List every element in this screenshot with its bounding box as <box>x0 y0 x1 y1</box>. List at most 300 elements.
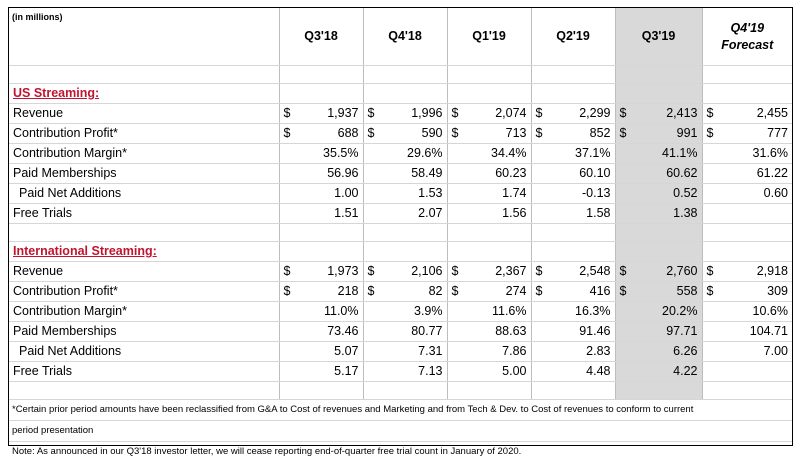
row-label: Paid Net Additions <box>9 184 279 204</box>
value-cell-content <box>280 362 363 381</box>
value-cell <box>279 204 363 224</box>
empty-cell <box>279 242 363 262</box>
col-header-q2-19: Q2'19 <box>531 8 615 66</box>
cell-value: 4.48 <box>536 362 611 381</box>
value-cell-content <box>448 104 531 123</box>
currency-symbol: $ <box>620 262 627 281</box>
value-cell-content <box>616 204 702 223</box>
cell-value: 7.13 <box>368 362 443 381</box>
currency-symbol: $ <box>368 124 375 143</box>
cell-value: 4.22 <box>620 362 698 381</box>
cell-value: 11.0% <box>284 302 359 321</box>
value-cell-content <box>448 322 531 341</box>
header-row <box>9 8 792 66</box>
cell-value: 34.4% <box>452 144 527 163</box>
value-cell-content <box>703 262 793 281</box>
value-cell <box>279 342 363 362</box>
value-cell <box>615 342 702 362</box>
empty-cell <box>531 84 615 104</box>
cell-value: 1.53 <box>368 184 443 203</box>
cell-value: 10.6% <box>707 302 789 321</box>
value-cell <box>363 342 447 362</box>
cell-value: 991 <box>626 124 697 143</box>
row-label: Revenue <box>9 104 279 124</box>
col-header-q4-18: Q4'18 <box>363 8 447 66</box>
value-cell-content <box>448 144 531 163</box>
value-cell <box>447 144 531 164</box>
value-cell <box>615 322 702 342</box>
cell-value: 1.56 <box>452 204 527 223</box>
value-cell <box>279 282 363 302</box>
cell-value: 2,074 <box>458 104 526 123</box>
empty-cell <box>279 224 363 242</box>
cell-value: 6.26 <box>620 342 698 361</box>
value-cell-content <box>532 342 615 361</box>
value-cell-content <box>364 164 447 183</box>
empty-cell <box>363 224 447 242</box>
cell-value: 5.00 <box>452 362 527 381</box>
section-header-row <box>9 84 792 104</box>
cell-value: 58.49 <box>368 164 443 183</box>
spacer-row <box>9 66 792 84</box>
cell-value: 60.10 <box>536 164 611 183</box>
value-cell-content <box>616 262 702 281</box>
value-cell <box>531 282 615 302</box>
value-cell-content <box>364 362 447 381</box>
streaming-metrics-table <box>9 8 792 462</box>
value-cell <box>447 282 531 302</box>
empty-cell <box>9 382 279 400</box>
value-cell-content <box>532 184 615 203</box>
value-cell-content <box>703 124 793 143</box>
value-cell <box>702 322 792 342</box>
cell-value: 82 <box>374 282 442 301</box>
value-cell <box>702 164 792 184</box>
value-cell-content <box>703 342 793 361</box>
value-cell <box>531 262 615 282</box>
table-row <box>9 262 792 282</box>
footnote-row <box>9 421 792 442</box>
currency-symbol: $ <box>707 282 714 301</box>
value-cell <box>702 204 792 224</box>
empty-cell <box>615 224 702 242</box>
value-cell-content <box>616 104 702 123</box>
value-cell-content <box>364 184 447 203</box>
value-cell-content <box>703 104 793 123</box>
cell-value: 31.6% <box>707 144 789 163</box>
empty-cell <box>702 84 792 104</box>
empty-cell <box>531 382 615 400</box>
empty-cell <box>447 382 531 400</box>
currency-symbol: $ <box>620 282 627 301</box>
empty-cell <box>531 224 615 242</box>
value-cell-content <box>448 262 531 281</box>
value-cell <box>615 302 702 322</box>
cell-value: 2,299 <box>542 104 610 123</box>
value-cell <box>363 204 447 224</box>
value-cell-content <box>448 302 531 321</box>
empty-cell <box>615 242 702 262</box>
value-cell <box>702 144 792 164</box>
value-cell <box>615 204 702 224</box>
cell-value: 852 <box>542 124 610 143</box>
value-cell <box>363 104 447 124</box>
cell-value: 1.74 <box>452 184 527 203</box>
cell-value: 97.71 <box>620 322 698 341</box>
value-cell-content <box>280 262 363 281</box>
cell-value: 688 <box>290 124 358 143</box>
currency-symbol: $ <box>536 104 543 123</box>
cell-value: 274 <box>458 282 526 301</box>
table-row <box>9 282 792 302</box>
cell-value: 309 <box>713 282 788 301</box>
currency-symbol: $ <box>620 124 627 143</box>
value-cell-content <box>703 302 793 321</box>
empty-cell <box>615 84 702 104</box>
cell-value: 713 <box>458 124 526 143</box>
value-cell <box>363 322 447 342</box>
cell-value: 5.07 <box>284 342 359 361</box>
value-cell-content <box>616 144 702 163</box>
empty-cell <box>447 66 531 84</box>
value-cell <box>279 124 363 144</box>
value-cell <box>447 322 531 342</box>
row-label: Contribution Profit* <box>9 124 279 144</box>
value-cell <box>279 302 363 322</box>
cell-value: 35.5% <box>284 144 359 163</box>
value-cell <box>447 204 531 224</box>
value-cell-content <box>280 104 363 123</box>
cell-value: 20.2% <box>620 302 698 321</box>
value-cell <box>531 362 615 382</box>
cell-value: 29.6% <box>368 144 443 163</box>
value-cell <box>615 164 702 184</box>
value-cell-content <box>448 184 531 203</box>
cell-value: 1,996 <box>374 104 442 123</box>
empty-cell <box>702 242 792 262</box>
cell-value: 104.71 <box>707 322 789 341</box>
value-cell <box>531 164 615 184</box>
value-cell-content <box>280 144 363 163</box>
value-cell <box>615 144 702 164</box>
currency-symbol: $ <box>707 104 714 123</box>
value-cell-content <box>364 104 447 123</box>
currency-symbol: $ <box>536 282 543 301</box>
value-cell-content <box>280 302 363 321</box>
cell-value: 416 <box>542 282 610 301</box>
value-cell <box>279 164 363 184</box>
table-row <box>9 302 792 322</box>
currency-symbol: $ <box>452 104 459 123</box>
cell-value: 1,937 <box>290 104 358 123</box>
cell-value: -0.13 <box>536 184 611 203</box>
value-cell-content <box>364 144 447 163</box>
value-cell-content <box>616 322 702 341</box>
value-cell <box>531 302 615 322</box>
empty-cell <box>702 382 792 400</box>
financial-table-container <box>8 7 793 446</box>
value-cell <box>363 302 447 322</box>
currency-symbol: $ <box>707 262 714 281</box>
value-cell-content <box>532 302 615 321</box>
cell-value: 2,367 <box>458 262 526 281</box>
value-cell-content <box>448 204 531 223</box>
cell-value: 61.22 <box>707 164 789 183</box>
cell-value: 16.3% <box>536 302 611 321</box>
col-header-q3-19: Q3'19 <box>615 8 702 66</box>
value-cell-content <box>280 282 363 301</box>
value-cell <box>447 342 531 362</box>
row-label: Paid Net Additions <box>9 342 279 362</box>
cell-value: 218 <box>290 282 358 301</box>
value-cell-content <box>532 322 615 341</box>
value-cell <box>279 262 363 282</box>
value-cell-content <box>280 204 363 223</box>
forecast-quarter-label: Q4'19 <box>703 20 793 37</box>
empty-cell <box>363 66 447 84</box>
value-cell-content <box>532 282 615 301</box>
currency-symbol: $ <box>536 262 543 281</box>
cell-value: 1.51 <box>284 204 359 223</box>
value-cell-content <box>532 164 615 183</box>
value-cell <box>702 124 792 144</box>
value-cell-content <box>364 282 447 301</box>
value-cell <box>702 282 792 302</box>
table-row <box>9 164 792 184</box>
value-cell-content <box>448 282 531 301</box>
empty-cell <box>279 382 363 400</box>
row-label: Contribution Profit* <box>9 282 279 302</box>
empty-cell <box>9 224 279 242</box>
empty-cell <box>615 382 702 400</box>
cell-value: 0.52 <box>620 184 698 203</box>
value-cell <box>702 362 792 382</box>
cell-value: 5.17 <box>284 362 359 381</box>
value-cell-content <box>703 164 793 183</box>
value-cell-content <box>448 164 531 183</box>
value-cell <box>279 104 363 124</box>
currency-symbol: $ <box>368 262 375 281</box>
value-cell <box>279 362 363 382</box>
table-row <box>9 322 792 342</box>
value-cell <box>702 302 792 322</box>
table-row <box>9 362 792 382</box>
row-label: Free Trials <box>9 204 279 224</box>
spacer-row <box>9 382 792 400</box>
col-header-q1-19: Q1'19 <box>447 8 531 66</box>
value-cell-content <box>280 342 363 361</box>
value-cell <box>447 184 531 204</box>
value-cell-content <box>364 124 447 143</box>
footnote-text: *Certain prior period amounts have been reclassified from G&A to Cost of revenues and Marketing and from Tech & Dev. to Cost of revenues to conform to current <box>9 400 792 421</box>
units-label: (in millions) <box>9 8 279 66</box>
value-cell-content <box>703 282 793 301</box>
value-cell <box>531 204 615 224</box>
currency-symbol: $ <box>284 124 291 143</box>
value-cell-content <box>448 342 531 361</box>
currency-symbol: $ <box>452 124 459 143</box>
value-cell <box>279 184 363 204</box>
empty-cell <box>702 66 792 84</box>
value-cell <box>615 124 702 144</box>
value-cell-content <box>364 262 447 281</box>
value-cell <box>447 262 531 282</box>
section-title: US Streaming: <box>9 84 279 104</box>
cell-value: 1.58 <box>536 204 611 223</box>
cell-value: 2,760 <box>626 262 697 281</box>
empty-cell <box>363 84 447 104</box>
value-cell-content <box>532 362 615 381</box>
value-cell <box>531 124 615 144</box>
value-cell-content <box>616 184 702 203</box>
currency-symbol: $ <box>707 124 714 143</box>
table-row <box>9 124 792 144</box>
value-cell <box>447 164 531 184</box>
value-cell-content <box>532 204 615 223</box>
row-label: Contribution Margin* <box>9 144 279 164</box>
cell-value: 2.83 <box>536 342 611 361</box>
section-header-row <box>9 242 792 262</box>
empty-cell <box>447 224 531 242</box>
value-cell-content <box>364 204 447 223</box>
value-cell <box>363 164 447 184</box>
value-cell-content <box>448 362 531 381</box>
value-cell <box>447 302 531 322</box>
table-row <box>9 204 792 224</box>
value-cell-content <box>616 164 702 183</box>
value-cell <box>531 104 615 124</box>
value-cell <box>363 362 447 382</box>
empty-cell <box>279 84 363 104</box>
value-cell-content <box>616 124 702 143</box>
cell-value: 91.46 <box>536 322 611 341</box>
cell-value: 558 <box>626 282 697 301</box>
currency-symbol: $ <box>368 104 375 123</box>
cell-value: 2,918 <box>713 262 788 281</box>
empty-cell <box>615 66 702 84</box>
value-cell <box>531 184 615 204</box>
row-label: Free Trials <box>9 362 279 382</box>
value-cell-content <box>364 342 447 361</box>
value-cell <box>702 184 792 204</box>
cell-value: 7.86 <box>452 342 527 361</box>
row-label: Paid Memberships <box>9 322 279 342</box>
value-cell <box>615 362 702 382</box>
cell-value: 2,413 <box>626 104 697 123</box>
cell-value: 41.1% <box>620 144 698 163</box>
currency-symbol: $ <box>536 124 543 143</box>
footnote-row <box>9 442 792 462</box>
cell-value: 1.38 <box>620 204 698 223</box>
spacer-row <box>9 224 792 242</box>
cell-value: 7.00 <box>707 342 789 361</box>
footnote-text: Note: As announced in our Q3'18 investor letter, we will cease reporting end-of-quarter free trial count in January of 2020. <box>9 442 792 462</box>
value-cell-content <box>616 342 702 361</box>
currency-symbol: $ <box>620 104 627 123</box>
value-cell-content <box>532 104 615 123</box>
value-cell <box>279 144 363 164</box>
value-cell <box>447 104 531 124</box>
col-header-q3-18: Q3'18 <box>279 8 363 66</box>
value-cell <box>702 342 792 362</box>
value-cell-content <box>703 144 793 163</box>
value-cell <box>615 104 702 124</box>
footnote-text: period presentation <box>9 421 792 442</box>
cell-value: 88.63 <box>452 322 527 341</box>
value-cell-content <box>532 124 615 143</box>
value-cell-content <box>616 282 702 301</box>
value-cell <box>615 184 702 204</box>
cell-value: 80.77 <box>368 322 443 341</box>
cell-value: 11.6% <box>452 302 527 321</box>
cell-value: 590 <box>374 124 442 143</box>
cell-value: 37.1% <box>536 144 611 163</box>
cell-value: 0.60 <box>707 184 789 203</box>
table-row <box>9 104 792 124</box>
empty-cell <box>9 66 279 84</box>
empty-cell <box>279 66 363 84</box>
cell-value: 56.96 <box>284 164 359 183</box>
value-cell <box>531 322 615 342</box>
value-cell <box>363 282 447 302</box>
value-cell <box>702 262 792 282</box>
currency-symbol: $ <box>284 104 291 123</box>
value-cell-content <box>532 262 615 281</box>
row-label: Paid Memberships <box>9 164 279 184</box>
cell-value: 2.07 <box>368 204 443 223</box>
table-row <box>9 342 792 362</box>
value-cell <box>363 184 447 204</box>
value-cell-content <box>448 124 531 143</box>
value-cell <box>531 342 615 362</box>
value-cell-content <box>280 184 363 203</box>
empty-cell <box>447 84 531 104</box>
footnote-row <box>9 400 792 421</box>
cell-value: 2,106 <box>374 262 442 281</box>
row-label: Contribution Margin* <box>9 302 279 322</box>
cell-value: 1,973 <box>290 262 358 281</box>
value-cell-content <box>364 302 447 321</box>
value-cell-content <box>280 164 363 183</box>
currency-symbol: $ <box>368 282 375 301</box>
value-cell-content <box>532 144 615 163</box>
row-label: Revenue <box>9 262 279 282</box>
value-cell-content <box>703 322 793 341</box>
value-cell <box>279 322 363 342</box>
empty-cell <box>531 66 615 84</box>
table-row <box>9 184 792 204</box>
currency-symbol: $ <box>284 262 291 281</box>
cell-value: 60.23 <box>452 164 527 183</box>
value-cell <box>615 282 702 302</box>
value-cell-content <box>703 184 793 203</box>
currency-symbol: $ <box>284 282 291 301</box>
value-cell <box>531 144 615 164</box>
cell-value: 60.62 <box>620 164 698 183</box>
col-header-q4-19-forecast <box>702 8 792 66</box>
empty-cell <box>363 242 447 262</box>
empty-cell <box>363 382 447 400</box>
cell-value: 2,455 <box>713 104 788 123</box>
forecast-label: Forecast <box>703 37 793 54</box>
currency-symbol: $ <box>452 262 459 281</box>
currency-symbol: $ <box>452 282 459 301</box>
value-cell <box>447 124 531 144</box>
cell-value: 3.9% <box>368 302 443 321</box>
value-cell <box>447 362 531 382</box>
value-cell-content <box>616 302 702 321</box>
value-cell-content <box>280 124 363 143</box>
